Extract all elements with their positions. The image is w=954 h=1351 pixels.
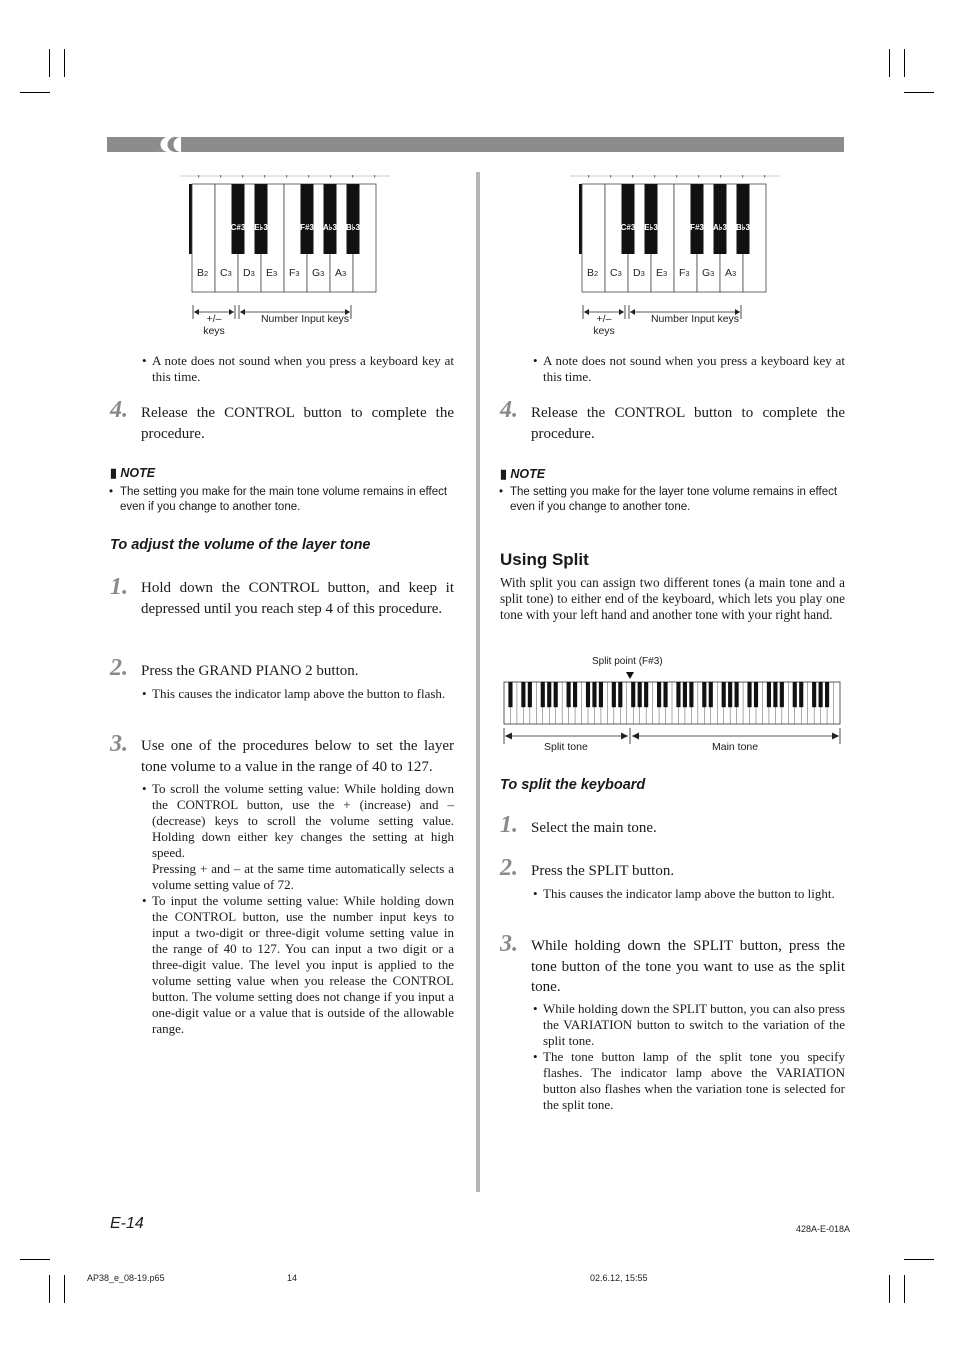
white-key-label: C3 xyxy=(220,267,232,279)
ruler-tick xyxy=(308,175,309,178)
black-key xyxy=(586,682,590,707)
black-key xyxy=(799,682,803,707)
black-key xyxy=(747,682,751,707)
step-number: 1. xyxy=(110,574,128,600)
black-key xyxy=(728,682,732,707)
arrow-head xyxy=(632,733,639,740)
arrow-head xyxy=(621,733,628,740)
white-key-label: G3 xyxy=(312,267,325,279)
keys-label: keys xyxy=(593,325,615,337)
white-key-label: G3 xyxy=(702,267,715,279)
subheading-layer-volume: To adjust the volume of the layer tone xyxy=(110,537,371,553)
black-key xyxy=(547,682,551,707)
ruler-tick xyxy=(220,175,221,178)
black-key xyxy=(631,682,635,707)
white-key-label: A3 xyxy=(725,267,737,279)
black-key xyxy=(691,184,704,254)
black-key-label: E♭3 xyxy=(644,223,658,232)
ruler-tick xyxy=(610,175,611,178)
white-key-label: F3 xyxy=(289,267,300,279)
black-key-label: F#3 xyxy=(300,223,314,232)
step-hold-split: While holding down the SPLIT button, press the tone button of the tone you want to use as the split tone. xyxy=(531,938,845,995)
bullet-lamp-flashes: • The tone button lamp of the split tone you specify flashes. The indicator lamp above the VARIATION button also flashes when the variation tone is selected for the split tone. xyxy=(533,1049,845,1112)
step-press-split: Press the SPLIT button. xyxy=(531,863,675,879)
black-key-label: B♭3 xyxy=(346,223,360,232)
black-key-label: A♭3 xyxy=(713,223,727,232)
ruler-tick xyxy=(698,175,699,178)
step-set-volume: Use one of the procedures below to set the layer tone volume to a value in the range of 40 to 127. xyxy=(141,738,454,775)
bracket-arrow xyxy=(229,309,234,315)
bullet-no-sound: • A note does not sound when you press a keyboard key at this time. xyxy=(533,353,845,384)
step-release-control: Release the CONTROL button to complete the procedure. xyxy=(531,405,845,442)
black-key xyxy=(754,682,758,707)
ruler-tick xyxy=(654,175,655,178)
bullet-press-both: Pressing + and – at the same time automatically selects a volume setting value of 72. xyxy=(152,861,454,892)
ruler-tick xyxy=(330,175,331,178)
black-key xyxy=(825,682,829,707)
bracket-arrow xyxy=(619,309,624,315)
black-key xyxy=(508,682,512,707)
split-point-marker xyxy=(626,672,634,679)
black-key xyxy=(645,184,658,254)
ruler-tick xyxy=(742,175,743,178)
arrow-head xyxy=(505,733,512,740)
crop-mark xyxy=(20,1259,50,1260)
subheading-split-keyboard: To split the keyboard xyxy=(500,777,646,793)
note-heading: ▮ NOTE xyxy=(110,466,156,480)
step-select-main-tone: Select the main tone. xyxy=(531,820,657,836)
bullet-variation: • While holding down the SPLIT button, you can also press the VARIATION button to switch to the variation of the split tone. xyxy=(533,1001,845,1048)
black-key-label: C#3 xyxy=(230,223,246,232)
black-key xyxy=(528,682,532,707)
crop-mark xyxy=(64,1275,65,1303)
black-key xyxy=(767,682,771,707)
main-tone-label: Main tone xyxy=(712,741,759,753)
keyboard-diagram-left xyxy=(180,168,390,340)
note-text: • The setting you make for the layer tone volume remains in effect even if you change to another tone. xyxy=(499,486,838,513)
step-number: 3. xyxy=(110,731,128,757)
keys-label: keys xyxy=(203,325,225,337)
bullet-input-volume: • To input the volume setting value: While holding down the CONTROL button, use the number input keys to input a two-digit or three-digit volume setting value in the range of 40 to 127. You can input a two digit or a three-digit value. The level you input is applied to the volume setting value when you release the CONTROL button. The volume setting does not change if you input a one-digit value or a value that is outside of the allowable range. xyxy=(142,893,454,1036)
crop-mark xyxy=(49,49,50,77)
keyboard-diagram-right xyxy=(570,168,780,340)
ruler-tick xyxy=(676,175,677,178)
crop-mark xyxy=(904,49,905,77)
crop-mark xyxy=(904,1275,905,1303)
crop-mark xyxy=(20,92,50,93)
bullet-no-sound: • A note does not sound when you press a keyboard key at this time. xyxy=(142,353,454,384)
crop-mark xyxy=(904,92,934,93)
white-key-label: C3 xyxy=(610,267,622,279)
white-key-label: A3 xyxy=(335,267,347,279)
split-point-label: Split point (F#3) xyxy=(592,656,663,667)
black-key xyxy=(612,682,616,707)
step-number: 2. xyxy=(110,655,128,681)
white-key-label: D3 xyxy=(243,267,255,279)
white-key-label: E3 xyxy=(656,267,668,279)
step-number: 4. xyxy=(110,397,128,423)
split-tone-label: Split tone xyxy=(544,741,588,753)
white-key-label: F3 xyxy=(679,267,690,279)
black-key xyxy=(773,682,777,707)
ruler-tick xyxy=(720,175,721,178)
black-key xyxy=(255,184,268,254)
note-text: • The setting you make for the main tone volume remains in effect even if you change to another tone. xyxy=(109,486,448,513)
black-key xyxy=(618,682,622,707)
black-key xyxy=(592,682,596,707)
page-number: E-14 xyxy=(110,1215,144,1232)
crop-mark xyxy=(904,1259,934,1260)
black-key xyxy=(622,184,635,254)
crop-mark xyxy=(889,1275,890,1303)
black-key xyxy=(657,682,661,707)
ruler-tick xyxy=(632,175,633,178)
black-key-label: B♭3 xyxy=(736,223,750,232)
crop-mark xyxy=(64,49,65,77)
doc-code: 428A-E-018A xyxy=(796,1224,851,1234)
black-key xyxy=(780,682,784,707)
black-key xyxy=(663,682,667,707)
black-key xyxy=(347,184,360,254)
header-bar xyxy=(107,137,844,152)
note-heading: ▮ NOTE xyxy=(500,467,546,481)
black-key xyxy=(567,682,571,707)
step-hold-control: Hold down the CONTROL button, and keep it depressed until you reach step 4 of this procedure. xyxy=(141,580,454,617)
black-key xyxy=(301,184,314,254)
plus-minus-label: +/– xyxy=(206,313,222,325)
column-divider xyxy=(476,172,480,1192)
white-key-label: E3 xyxy=(266,267,278,279)
number-input-label: Number Input keys xyxy=(650,313,740,325)
black-key xyxy=(683,682,687,707)
black-key xyxy=(737,184,750,254)
ruler-tick xyxy=(198,175,199,178)
white-key-label: D3 xyxy=(633,267,645,279)
bracket-arrow xyxy=(194,309,199,315)
ruler-tick xyxy=(286,175,287,178)
black-key-label: C#3 xyxy=(620,223,636,232)
black-key-label: F#3 xyxy=(690,223,704,232)
black-key xyxy=(521,682,525,707)
crop-mark xyxy=(889,49,890,77)
split-description: With split you can assign two different tones (a main tone and a split tone) to either end of the keyboard, which lets you play one tone with your left hand and another tone with your right hand. xyxy=(500,575,845,622)
ruler-tick xyxy=(588,175,589,178)
ruler-tick xyxy=(264,175,265,178)
black-key xyxy=(638,682,642,707)
black-key xyxy=(812,682,816,707)
step-number: 3. xyxy=(500,931,518,957)
ruler-tick xyxy=(764,175,765,178)
bracket-arrow xyxy=(630,309,635,315)
plus-minus-label: +/– xyxy=(596,313,612,325)
bracket-arrow xyxy=(240,309,245,315)
bracket-arrow xyxy=(584,309,589,315)
ruler-tick xyxy=(374,175,375,178)
black-key xyxy=(676,682,680,707)
arrow-head xyxy=(832,733,839,740)
white-key-label: B2 xyxy=(587,267,599,279)
black-key xyxy=(573,682,577,707)
step-number: 4. xyxy=(500,397,518,423)
section-heading-using-split: Using Split xyxy=(500,550,589,569)
white-key-label: B2 xyxy=(197,267,209,279)
black-key-label: A♭3 xyxy=(323,223,337,232)
file-name: AP38_e_08-19.p65 xyxy=(87,1273,165,1283)
black-key xyxy=(599,682,603,707)
step-number: 1. xyxy=(500,812,518,838)
ruler-tick xyxy=(352,175,353,178)
black-key xyxy=(232,184,245,254)
bullet-lamp-light: • This causes the indicator lamp above the button to light. xyxy=(533,886,835,901)
file-page: 14 xyxy=(287,1273,298,1283)
black-key xyxy=(689,682,693,707)
step-press-grand-piano: Press the GRAND PIANO 2 button. xyxy=(141,663,359,679)
bullet-scroll-volume: • To scroll the volume setting value: While holding down the CONTROL button, use the + (increase) and – (decrease) keys to scroll the volume setting value. Holding down either key changes the setting at high speed. xyxy=(142,781,454,860)
file-date: 02.6.12, 15:55 xyxy=(590,1273,648,1283)
black-key xyxy=(554,682,558,707)
black-key xyxy=(722,682,726,707)
black-key xyxy=(644,682,648,707)
black-key xyxy=(735,682,739,707)
black-key xyxy=(709,682,713,707)
black-key xyxy=(324,184,337,254)
black-key xyxy=(714,184,727,254)
black-key-label: E♭3 xyxy=(254,223,268,232)
step-release-control: Release the CONTROL button to complete the procedure. xyxy=(141,405,454,442)
ruler-tick xyxy=(242,175,243,178)
crop-mark xyxy=(49,1275,50,1303)
black-key xyxy=(541,682,545,707)
black-key xyxy=(793,682,797,707)
number-input-label: Number Input keys xyxy=(260,313,350,325)
black-key xyxy=(819,682,823,707)
step-number: 2. xyxy=(500,855,518,881)
bullet-lamp-flash: • This causes the indicator lamp above the button to flash. xyxy=(142,686,446,701)
black-key xyxy=(702,682,706,707)
